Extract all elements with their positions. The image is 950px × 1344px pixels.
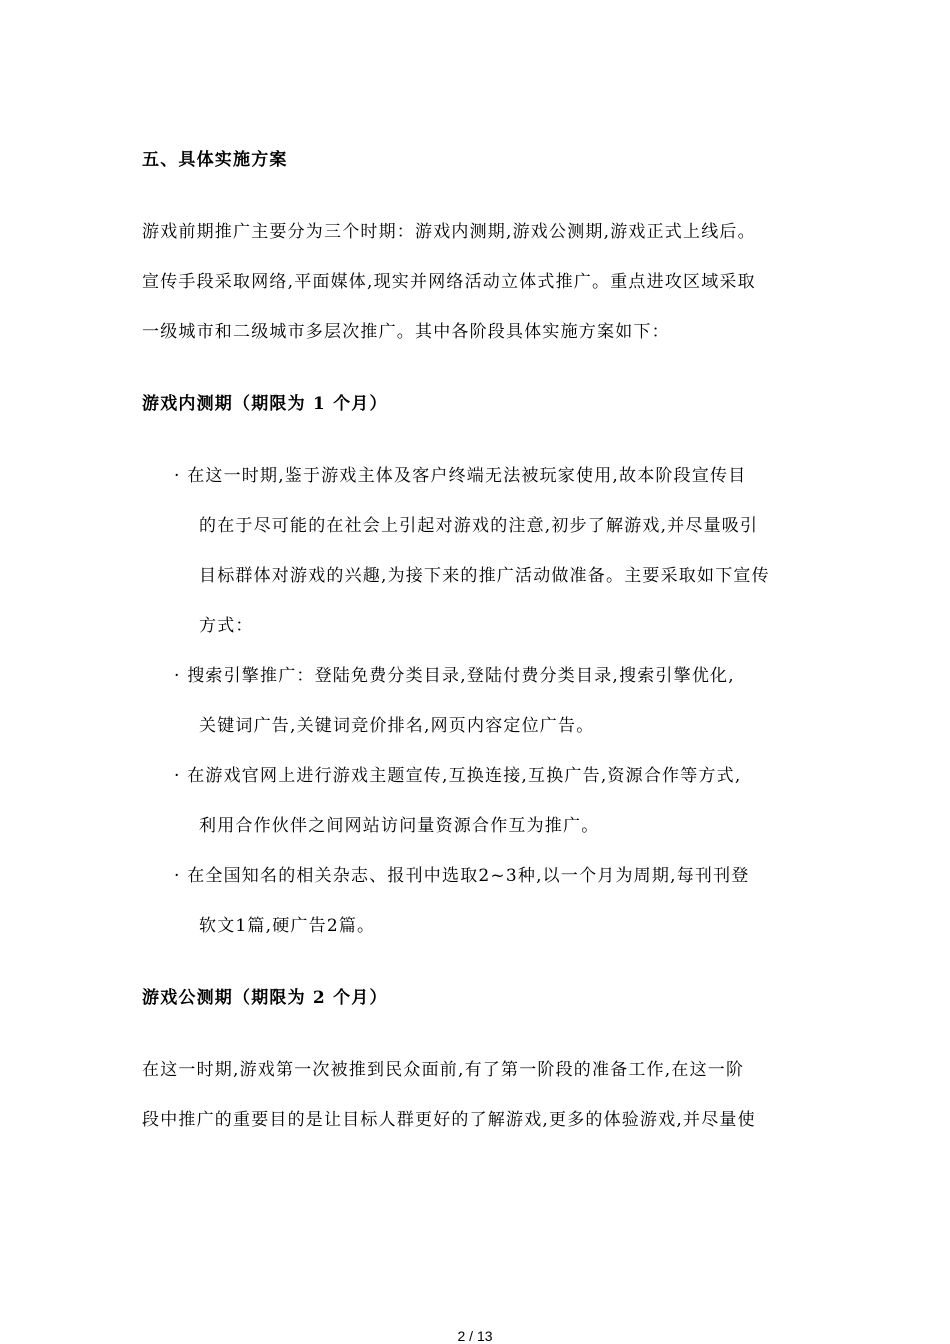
phase1-bullet1-line4: 方式：	[199, 616, 254, 636]
phase1-bullet1-line3: 目标群体对游戏的兴趣,为接下来的推广活动做准备。主要采取如下宣传	[199, 566, 770, 586]
phase1-bullet1-line1: · 在这一时期,鉴于游戏主体及客户终端无法被玩家使用,故本阶段宣传目	[174, 466, 747, 486]
phase1-bullet2-line2: 关键词广告,关键词竞价排名,网页内容定位广告。	[199, 716, 595, 736]
page-number: 2 / 13	[457, 1328, 493, 1344]
phase1-bullet1-line2: 的在于尽可能的在社会上引起对游戏的注意,初步了解游戏,并尽量吸引	[199, 516, 759, 536]
phase1-heading: 游戏内测期（期限为 1 个月）	[142, 394, 388, 414]
phase2-para-line1: 在这一时期,游戏第一次被推到民众面前,有了第一阶段的准备工作,在这一阶	[142, 1060, 745, 1080]
phase1-bullet2-line1: · 搜索引擎推广：登陆免费分类目录,登陆付费分类目录,搜索引擎优化,	[174, 666, 735, 686]
intro-line-3: 一级城市和二级城市多层次推广。其中各阶段具体实施方案如下：	[142, 322, 670, 342]
phase1-bullet4-line1: · 在全国知名的相关杂志、报刊中选取2~3种,以一个月为周期,每刊刊登	[174, 866, 750, 886]
phase2-para-line2: 段中推广的重要目的是让目标人群更好的了解游戏,更多的体验游戏,并尽量使	[142, 1110, 756, 1130]
section-title: 五、具体实施方案	[142, 150, 288, 170]
intro-line-1: 游戏前期推广主要分为三个时期：游戏内测期,游戏公测期,游戏正式上线后。	[142, 222, 756, 242]
phase1-bullet3-line2: 利用合作伙伴之间网站访问量资源合作互为推广。	[199, 816, 600, 836]
phase2-heading: 游戏公测期（期限为 2 个月）	[142, 988, 388, 1008]
intro-line-2: 宣传手段采取网络,平面媒体,现实并网络活动立体式推广。重点进攻区域采取	[142, 272, 756, 292]
phase1-bullet3-line1: · 在游戏官网上进行游戏主题宣传,互换连接,互换广告,资源合作等方式,	[174, 766, 742, 786]
phase1-bullet4-line2: 软文1篇,硬广告2篇。	[199, 916, 376, 936]
